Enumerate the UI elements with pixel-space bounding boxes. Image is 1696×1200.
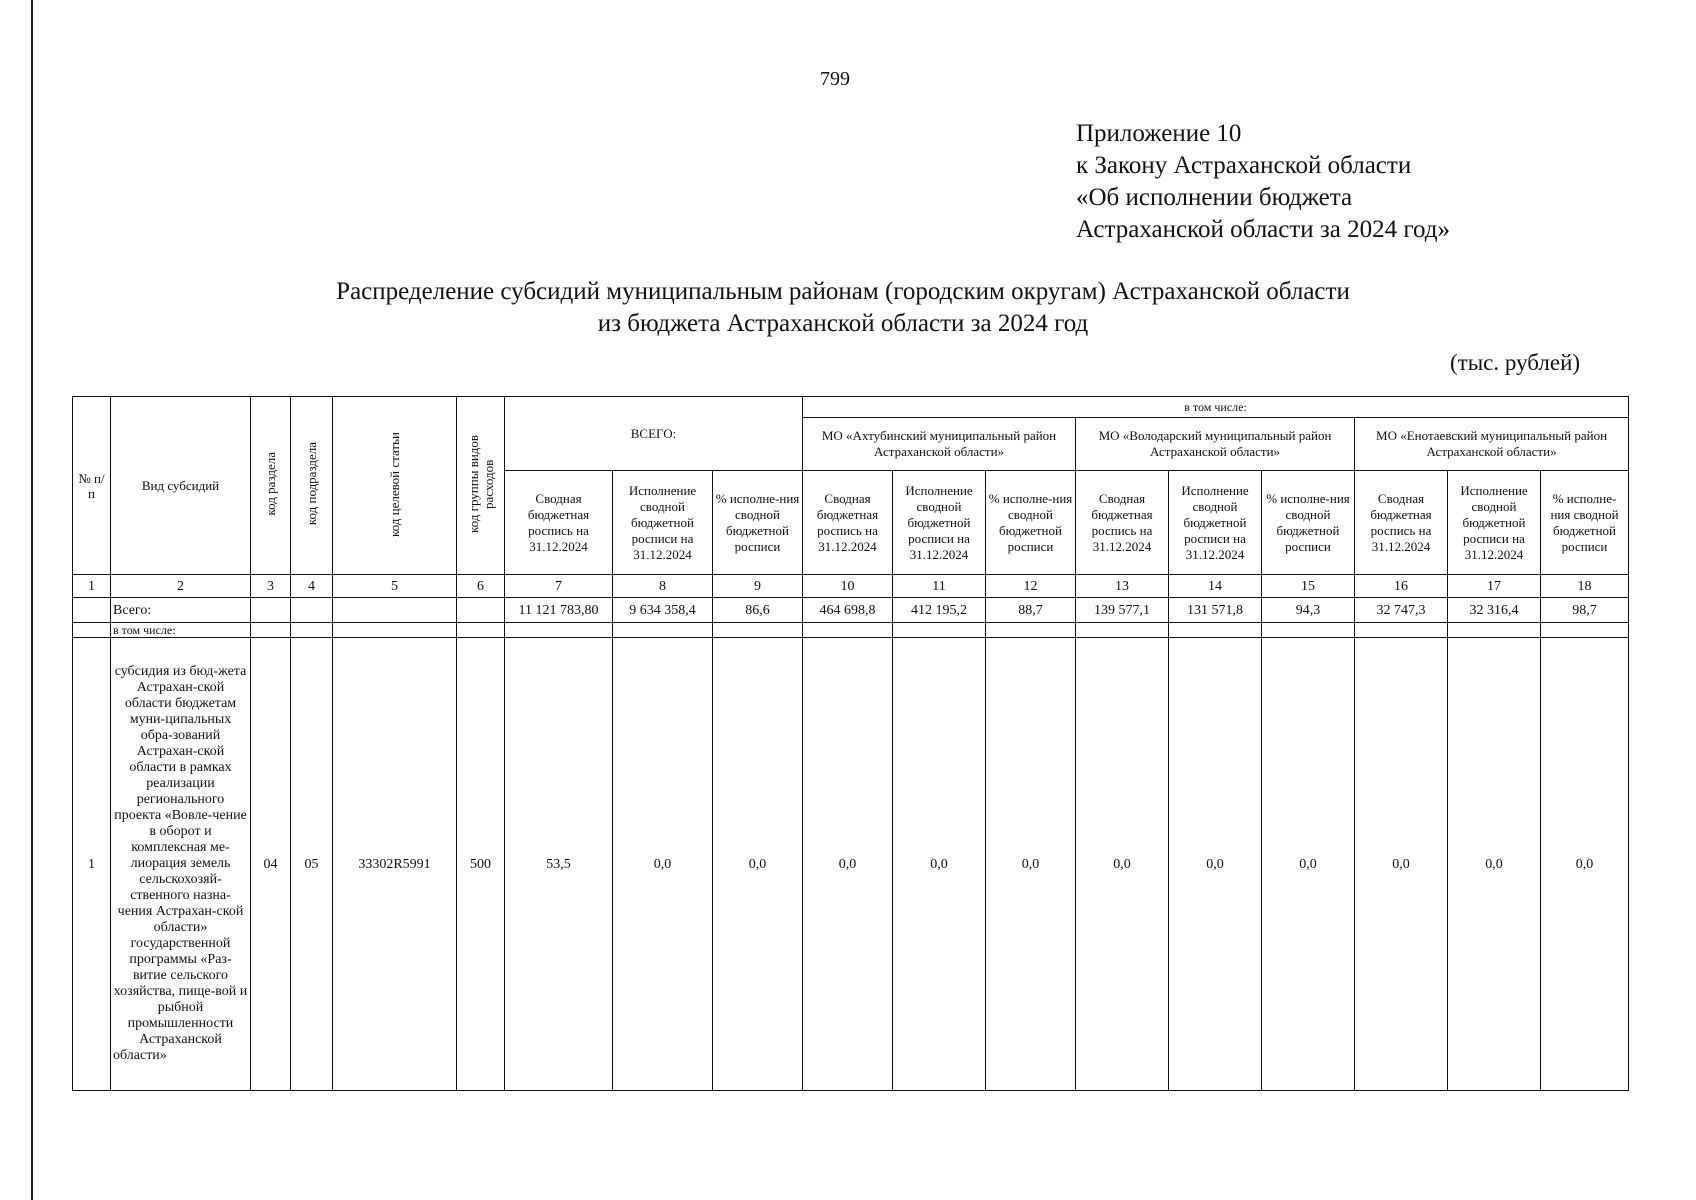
row-value: 0,0 [613, 638, 713, 1091]
header-mo2-exec: Исполнение сводной бюджетной росписи на 31.12.2024 [1169, 471, 1262, 575]
header-expense-group-code-label: код группы видов расходов [465, 434, 496, 534]
including-row [73, 623, 1629, 638]
header-including-label: в том числе: [1184, 399, 1247, 414]
total-value: 11 121 783,80 [505, 598, 613, 623]
header-type-label: Вид субсидий [141, 478, 220, 493]
total-row [73, 598, 1629, 623]
total-value: 412 195,2 [893, 598, 986, 623]
row-value: 0,0 [803, 638, 893, 1091]
including-empty-cell [986, 623, 1076, 638]
total-value: 464 698,8 [803, 598, 893, 623]
column-number: 8 [613, 575, 713, 598]
row-num: 1 [73, 638, 111, 1091]
row-value: 0,0 [1541, 638, 1629, 1091]
header-mo2-plan: Сводная бюджетная роспись на 31.12.2024 [1076, 471, 1169, 575]
column-number: 16 [1355, 575, 1448, 598]
including-empty-cell [1541, 623, 1629, 638]
column-number: 3 [251, 575, 291, 598]
row-expense-group-code: 500 [457, 638, 505, 1091]
total-value: 139 577,1 [1076, 598, 1169, 623]
total-value: 88,7 [986, 598, 1076, 623]
including-empty-cell [251, 623, 291, 638]
including-empty-cell [613, 623, 713, 638]
including-empty-cell [73, 623, 111, 638]
appendix-line-1: Приложение 10 [1076, 120, 1242, 147]
appendix-header [1076, 118, 1450, 246]
row-section-code: 04 [251, 638, 291, 1091]
column-number: 7 [505, 575, 613, 598]
row-subsection-code: 05 [291, 638, 333, 1091]
including-empty-cell [1448, 623, 1541, 638]
document-title [0, 276, 1696, 340]
row-value: 0,0 [986, 638, 1076, 1091]
column-number: 17 [1448, 575, 1541, 598]
header-target-code [333, 397, 457, 575]
total-num-cell [73, 598, 111, 623]
appendix-line-3: «Об исполнении бюджета [1076, 184, 1353, 211]
header-total [505, 397, 803, 471]
header-subsection-code [291, 397, 333, 575]
units-label: (тыс. рублей) [1450, 350, 1581, 375]
column-number: 10 [803, 575, 893, 598]
total-label: Всего: [111, 598, 251, 623]
including-empty-cell [1169, 623, 1262, 638]
header-row-1 [73, 397, 1629, 418]
column-number: 11 [893, 575, 986, 598]
total-empty-cell [333, 598, 457, 623]
total-empty-cell [251, 598, 291, 623]
including-empty-cell [1262, 623, 1355, 638]
row-value: 0,0 [1169, 638, 1262, 1091]
total-empty-cell [457, 598, 505, 623]
header-mo1-pct: % исполне-ния сводной бюджетной росписи [986, 471, 1076, 575]
table-row [73, 638, 1629, 1091]
total-value: 86,6 [713, 598, 803, 623]
row-target-code: 33302R5991 [333, 638, 457, 1091]
column-number: 15 [1262, 575, 1355, 598]
including-empty-cell [1076, 623, 1169, 638]
header-total-plan: Сводная бюджетная роспись на 31.12.2024 [505, 471, 613, 575]
column-number: 1 [73, 575, 111, 598]
header-mo1-label: МО «Ахтубинский муниципальный район Астраханской области» [821, 428, 1057, 459]
header-expense-group-code [457, 397, 505, 575]
row-value: 0,0 [893, 638, 986, 1091]
including-empty-cell [1355, 623, 1448, 638]
header-total-pct: % исполне-ния сводной бюджетной росписи [713, 471, 803, 575]
header-mo2 [1076, 418, 1355, 471]
header-mo1 [803, 418, 1076, 471]
header-mo3-plan: Сводная бюджетная роспись на 31.12.2024 [1355, 471, 1448, 575]
row-value: 0,0 [1448, 638, 1541, 1091]
header-num-label: № п/п [78, 470, 105, 501]
header-total-label: ВСЕГО: [630, 426, 677, 441]
header-including [803, 397, 1629, 418]
page-number: 799 [820, 68, 850, 90]
including-empty-cell [505, 623, 613, 638]
including-empty-cell [893, 623, 986, 638]
total-value: 32 316,4 [1448, 598, 1541, 623]
total-value: 131 571,8 [1169, 598, 1262, 623]
column-number: 12 [986, 575, 1076, 598]
header-section-code [251, 397, 291, 575]
column-number: 2 [111, 575, 251, 598]
header-total-exec: Исполнение сводной бюджетной росписи на 31.12.2024 [613, 471, 713, 575]
header-mo2-pct: % исполне-ния сводной бюджетной росписи [1262, 471, 1355, 575]
row-value: 0,0 [1076, 638, 1169, 1091]
including-empty-cell [333, 623, 457, 638]
including-empty-cell [803, 623, 893, 638]
header-mo1-plan: Сводная бюджетная роспись на 31.12.2024 [803, 471, 893, 575]
column-number: 14 [1169, 575, 1262, 598]
row-value: 53,5 [505, 638, 613, 1091]
header-mo1-exec: Исполнение сводной бюджетной росписи на 31.12.2024 [893, 471, 986, 575]
column-number: 5 [333, 575, 457, 598]
column-number: 18 [1541, 575, 1629, 598]
header-mo3-exec: Исполнение сводной бюджетной росписи на 31.12.2024 [1448, 471, 1541, 575]
total-value: 9 634 358,4 [613, 598, 713, 623]
left-margin-line [31, 0, 33, 1200]
row-value: 0,0 [1262, 638, 1355, 1091]
header-num [73, 397, 111, 575]
title-line-1: Распределение субсидий муниципальным районам (городским округам) Астраханской области [336, 278, 1350, 305]
including-empty-cell [713, 623, 803, 638]
row-value: 0,0 [1355, 638, 1448, 1091]
row-description: субсидия из бюд-жета Астрахан-ской области бюджетам муни-ципальных обра-зований Астрахан-ской области в рамках реализации регионального проекта «Вовле-чение в оборот и комплексная ме-лиорация земель сельскохозяй-ственного назна-чения Астрахан-ской области» государственной программы «Раз-витие сельского хозяйства, пище-вой и рыбной промышленности Астраханской области» [111, 638, 251, 1091]
header-mo3 [1355, 418, 1629, 471]
column-number: 9 [713, 575, 803, 598]
header-subsection-code-label: код подраздела [304, 442, 319, 526]
appendix-line-4: Астраханской области за 2024 год» [1076, 216, 1451, 243]
appendix-line-2: к Закону Астраханской области [1076, 152, 1412, 179]
row-value: 0,0 [713, 638, 803, 1091]
including-empty-cell [457, 623, 505, 638]
header-mo3-label: МО «Енотаевский муниципальный район Астраханской области» [1376, 428, 1608, 459]
header-type [111, 397, 251, 575]
column-number-row [73, 575, 1629, 598]
including-empty-cell [291, 623, 333, 638]
header-mo3-pct: % исполне-ния сводной бюджетной росписи [1541, 471, 1629, 575]
total-value: 94,3 [1262, 598, 1355, 623]
header-target-code-label: код целевой статьи [387, 431, 402, 537]
column-number: 13 [1076, 575, 1169, 598]
including-label: в том числе: [111, 623, 251, 638]
total-empty-cell [291, 598, 333, 623]
title-line-2: из бюджета Астраханской области за 2024 год [597, 310, 1089, 337]
total-value: 32 747,3 [1355, 598, 1448, 623]
header-section-code-label: код раздела [263, 452, 278, 516]
subsidy-table [72, 396, 1629, 1091]
column-number: 4 [291, 575, 333, 598]
total-value: 98,7 [1541, 598, 1629, 623]
header-mo2-label: МО «Володарский муниципальный район Астраханской области» [1098, 428, 1332, 459]
column-number: 6 [457, 575, 505, 598]
